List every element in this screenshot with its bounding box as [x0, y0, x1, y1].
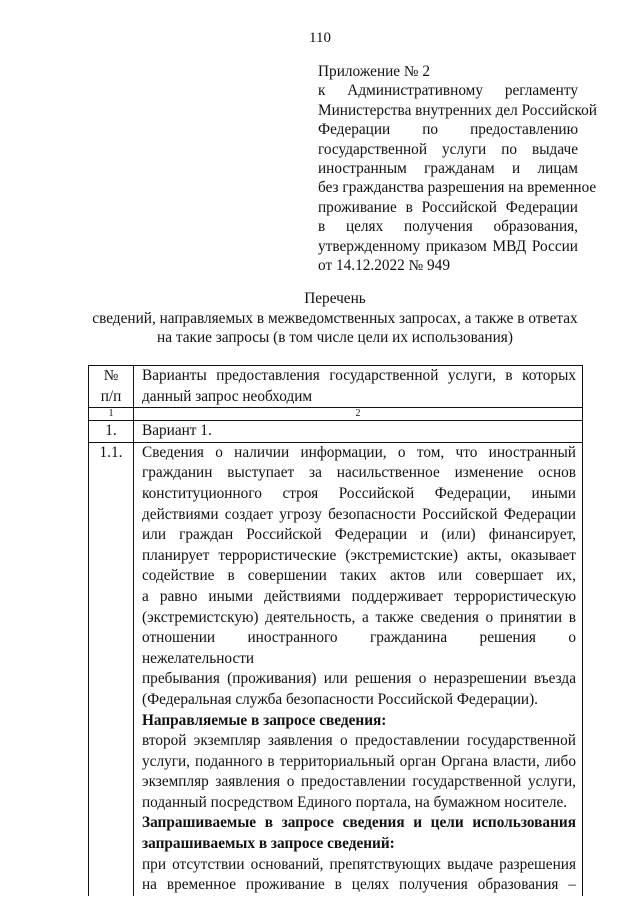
header-number-line: №	[103, 367, 119, 384]
page-number: 110	[309, 30, 331, 46]
text-line: (Федеральная служба безопасности Российской Федерации).	[142, 690, 538, 708]
fsb-info-paragraph	[142, 443, 576, 711]
text-line: (экстремистскую) деятельность, а также сведения о принятии в	[142, 608, 576, 626]
header-number-line: п/п	[100, 387, 122, 405]
table-row	[89, 421, 583, 443]
text-line: гражданин выступает за насильственное изменение основ	[142, 464, 576, 482]
text-line: а равно иными действиями поддерживает террористическую	[142, 587, 576, 605]
text-line: на временное проживание в целях получения образования –	[142, 876, 576, 894]
text-line: при отсутствии оснований, препятствующих выдаче разрешения	[142, 855, 576, 873]
appendix-line: Министерства внутренних дел Российской	[318, 101, 597, 119]
text-line: пребывания (проживания) или решения о неразрешении въезда	[142, 670, 576, 688]
text-line: запрашиваемых в запросе сведений:	[142, 835, 395, 853]
appendix-line: без гражданства разрешения на временное	[318, 179, 597, 197]
column-index-1: 1	[89, 408, 134, 421]
row-number: 1.	[89, 421, 134, 443]
appendix-line: проживание в Российской Федерации	[318, 198, 578, 216]
text-line: или граждан Российской Федерации и (или) финансирует,	[142, 526, 576, 544]
sent-info-paragraph	[142, 731, 576, 813]
text-line: Запрашиваемые в запросе сведения и цели использования	[142, 814, 576, 832]
title-line: Перечень	[304, 290, 366, 307]
row-text: Вариант 1.	[134, 421, 583, 443]
requested-info-paragraph	[142, 855, 576, 896]
table-header-row	[89, 366, 583, 408]
appendix-line: от 14.12.2022 № 949	[318, 257, 450, 275]
appendix-line: государственной услуги по выдаче	[318, 140, 578, 158]
column-index-row	[89, 408, 583, 421]
text-line: поданный посредством Единого портала, на бумажном носителе.	[142, 793, 568, 811]
appendix-line: к Административному регламенту	[318, 82, 578, 100]
appendix-line: в целях получения образования,	[318, 218, 578, 236]
column-index-2: 2	[134, 408, 583, 421]
header-variants-cell	[134, 366, 583, 408]
text-line: экземпляр заявления о предоставлении государственной услуги,	[142, 773, 576, 791]
text-line: действиями создает угрозу безопасности Российской Федерации	[142, 505, 576, 523]
header-text-line: данный запрос необходим	[142, 387, 313, 405]
requested-info-heading	[142, 813, 576, 854]
appendix-line: Федерации по предоставлению	[318, 121, 578, 139]
appendix-line: Приложение № 2	[318, 63, 430, 80]
text-line: услуги, поданного в территориальный орган Органа власти, либо	[142, 752, 576, 770]
appendix-line: утвержденному приказом МВД России	[318, 237, 578, 255]
text-line: отношении иностранного гражданина решения о нежелательности	[142, 629, 576, 667]
requests-table	[88, 365, 583, 896]
appendix-line: иностранным гражданам и лицам	[318, 160, 578, 178]
sent-info-heading: Направляемые в запросе сведения:	[142, 711, 387, 729]
text-line: планирует террористические (экстремистские) акты, оказывает	[142, 546, 576, 564]
text-line: конституционного строя Российской Федерации, иными	[142, 484, 576, 502]
table-row	[89, 442, 583, 896]
appendix-header	[318, 62, 597, 275]
document-title	[70, 289, 600, 348]
text-line: содействие в совершении таких актов или совершает их,	[142, 567, 576, 585]
text-line: Сведения о наличии информации, о том, что иностранный	[142, 443, 576, 461]
header-number-cell	[89, 366, 134, 408]
header-text-line: Варианты предоставления государственной услуги, в которых	[142, 367, 576, 384]
title-line: сведений, направляемых в межведомственных запросах, а также в ответах	[92, 309, 578, 327]
row-text	[134, 442, 583, 896]
text-line: второй экземпляр заявления о предоставлении государственной	[142, 732, 576, 750]
row-number: 1.1.	[89, 442, 134, 896]
title-line: на такие запросы (в том числе цели их использования)	[157, 329, 513, 346]
